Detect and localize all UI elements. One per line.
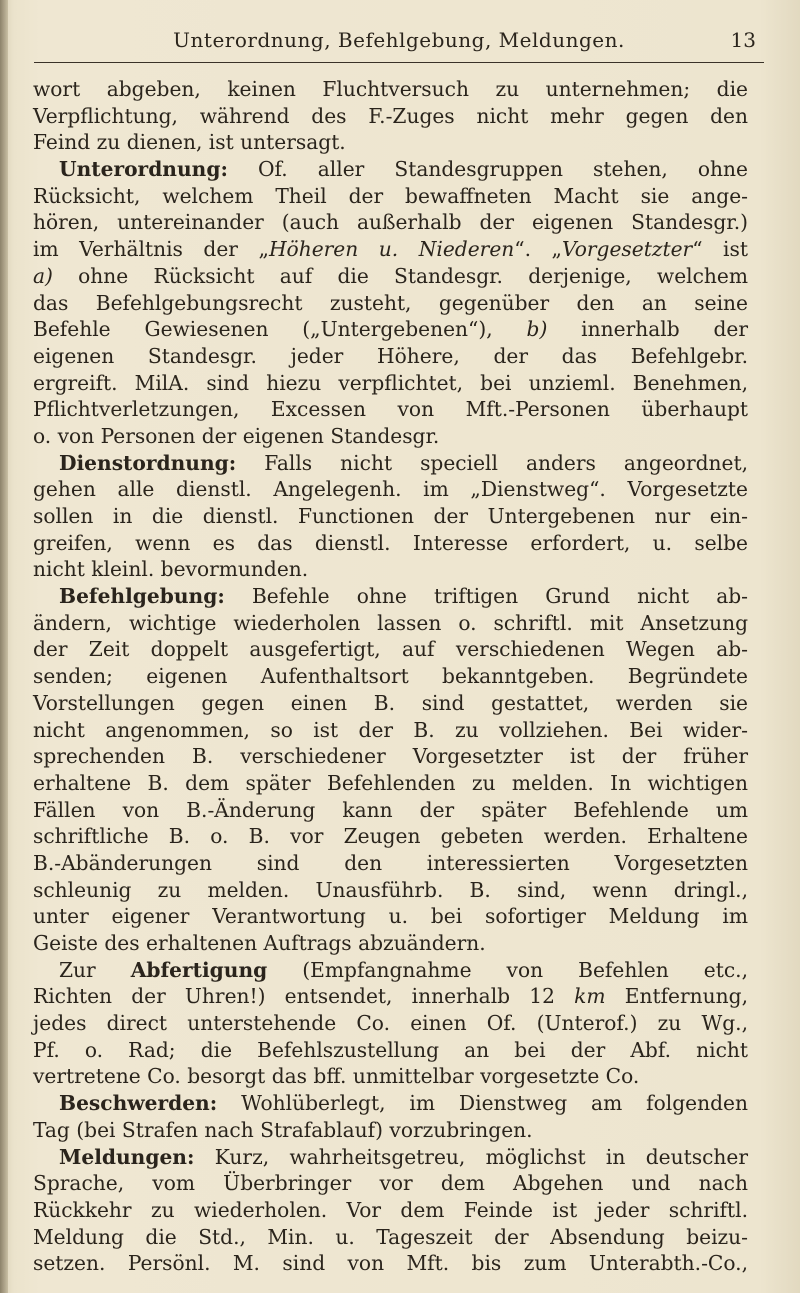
text-run: das Befehlgebungsrecht zusteht, gegenüber den an seine <box>33 290 748 315</box>
text-run: erhaltene B. dem später Befehlenden zu melden. In wichtigen <box>33 770 748 795</box>
text-run: jedes direct unterstehende Co. einen Of. (Unterof.) zu Wg., <box>33 1011 748 1036</box>
text-run: Vorstellungen gegen einen B. sind gestattet, werden sie <box>33 690 748 715</box>
text-line <box>33 983 748 1010</box>
section-heading: Abfertigung <box>130 957 268 982</box>
text-line <box>33 316 748 343</box>
text-line <box>33 636 748 663</box>
text-line <box>33 1117 748 1144</box>
text-line <box>33 396 748 423</box>
text-line <box>33 743 748 770</box>
text-run: sollen in die dienstl. Functionen der Untergebenen nur ein- <box>33 504 748 528</box>
text-line <box>33 1037 748 1064</box>
text-run: eigenen Standesgr. jeder Höhere, der das Befehlgebr. <box>33 343 748 368</box>
text-line <box>33 1063 748 1090</box>
text-line <box>33 903 748 930</box>
italic-text: km <box>574 984 606 1009</box>
text-line <box>33 1090 748 1117</box>
text-line <box>33 290 748 317</box>
text-line <box>33 530 748 557</box>
text-run: Of. aller Standesgruppen stehen, ohne <box>227 157 748 182</box>
text-run: Richten der Uhren!) entsendet, innerhalb 12 <box>33 984 575 1009</box>
text-line <box>33 690 748 717</box>
text-run: schriftliche B. o. B. vor Zeugen gebeten werden. Erhaltene <box>33 824 748 849</box>
text-line <box>33 1224 748 1251</box>
text-run: nicht angenommen, so ist der B. zu vollziehen. Bei wider- <box>33 717 748 742</box>
text-line <box>33 823 748 850</box>
text-line <box>33 156 748 183</box>
text-line <box>33 263 748 290</box>
text-run: gehen alle dienstl. Angelegenh. im „Dienstweg“. Vorgesetzte <box>33 477 748 502</box>
text-line <box>33 209 748 236</box>
text-run: Fällen von B.-Änderung kann der später Befehlende um <box>33 797 748 822</box>
text-run: vertretene Co. besorgt das bff. unmittelbar vorgesetzte Co. <box>33 1064 640 1089</box>
text-line <box>33 503 748 530</box>
section-heading: Unterordnung: <box>59 157 228 182</box>
text-line <box>33 343 748 370</box>
text-run: Geiste des erhaltenen Auftrags abzuändern. <box>33 931 486 955</box>
text-line <box>33 663 748 690</box>
text-line <box>33 450 748 477</box>
text-run: Rücksicht, welchem Theil der bewaffneten Macht sie ange- <box>33 183 748 208</box>
text-line <box>33 129 748 156</box>
text-run: Pf. o. Rad; die Befehlszustellung an bei der Abf. nicht <box>33 1037 748 1062</box>
text-line <box>33 476 748 503</box>
text-line <box>33 797 748 824</box>
text-run: schleunig zu melden. Unausführb. B. sind, wenn dringl., <box>33 877 748 902</box>
text-run: Falls nicht speciell anders angeordnet, <box>236 450 748 475</box>
text-line <box>33 556 748 583</box>
text-line <box>33 103 748 130</box>
text-run: senden; eigenen Aufenthaltsort bekanntgeben. Begründete <box>33 664 748 689</box>
text-run: greifen, wenn es das dienstl. Interesse erfordert, u. selbe <box>33 530 748 555</box>
text-line <box>33 770 748 797</box>
text-run: Verpflichtung, während des F.-Zuges nicht mehr gegen den <box>33 103 748 128</box>
text-run: B.-Abänderungen sind den interessierten Vorgesetzten <box>33 850 748 875</box>
text-line <box>33 236 748 263</box>
page-number: 13 <box>730 28 756 52</box>
text-run: setzen. Persönl. M. sind von Mft. bis zum Unterabth.-Co., <box>33 1251 748 1276</box>
text-line <box>33 583 748 610</box>
text-run: unter eigener Verantwortung u. bei sofortiger Meldung im <box>33 904 748 929</box>
text-line <box>33 76 748 103</box>
text-run: nicht kleinl. bevormunden. <box>33 557 309 582</box>
text-run: Kurz, wahrheitsgetreu, möglichst in deutscher <box>194 1144 748 1169</box>
text-line <box>33 957 748 984</box>
section-heading: Befehlgebung: <box>59 584 225 609</box>
text-run: hören, untereinander (auch außerhalb der eigenen Standesgr.) <box>33 210 748 235</box>
text-run: ändern, wichtige wiederholen lassen o. schriftl. mit Ansetzung <box>33 610 748 635</box>
text-run: Rückkehr zu wiederholen. Vor dem Feinde ist jeder schriftl. <box>33 1197 748 1222</box>
text-run: sprechenden B. verschiedener Vorgesetzter ist der früher <box>33 744 748 769</box>
italic-text: b) <box>526 317 548 342</box>
text-line <box>33 1250 748 1277</box>
text-run: Sprache, vom Überbringer vor dem Abgehen und nach <box>33 1171 748 1196</box>
running-header <box>34 26 764 63</box>
running-header-title: Unterordnung, Befehlgebung, Meldungen. <box>173 28 625 52</box>
section-heading: Meldungen: <box>59 1144 195 1169</box>
text-run: Entfernung, <box>605 984 748 1009</box>
text-run: o. von Personen der eigenen Standesgr. <box>33 423 440 448</box>
text-run: Befehle Gewiesenen („Untergebenen“), <box>33 317 527 342</box>
text-line <box>33 1197 748 1224</box>
text-run: wort abgeben, keinen Fluchtversuch zu unternehmen; die <box>33 77 748 101</box>
text-line <box>33 610 748 637</box>
text-line <box>33 423 748 450</box>
text-line <box>33 930 748 957</box>
text-run: Zur <box>59 957 131 982</box>
text-run: Pflichtverletzungen, Excessen von Mft.-Personen überhaupt <box>33 397 748 422</box>
section-heading: Beschwerden: <box>59 1091 218 1116</box>
text-line <box>33 850 748 877</box>
text-run: “. „ <box>514 237 563 262</box>
text-run: Tag (bei Strafen nach Strafablauf) vorzubringen. <box>33 1117 533 1142</box>
text-run: der Zeit doppelt ausgefertigt, auf verschiedenen Wegen ab- <box>33 637 748 662</box>
text-run: innerhalb der <box>547 317 749 342</box>
text-line <box>33 1170 748 1197</box>
text-line <box>33 370 748 397</box>
page-binding-edge <box>0 0 8 1293</box>
text-run: ohne Rücksicht auf die Standesgr. derjenige, welchem <box>52 263 748 288</box>
text-run: Befehle ohne triftigen Grund nicht ab- <box>224 584 748 609</box>
text-line <box>33 717 748 744</box>
body-text <box>33 76 748 1277</box>
italic-text: a) <box>33 263 53 288</box>
italic-text: Vorgesetzter <box>562 237 693 262</box>
text-run: im Verhältnis der „ <box>33 237 269 262</box>
text-run: (Empfangnahme von Befehlen etc., <box>267 957 748 982</box>
text-run: Wohlüberlegt, im Dienstweg am folgenden <box>217 1091 748 1116</box>
text-run: Meldung die Std., Min. u. Tageszeit der Absendung beizu- <box>33 1224 748 1249</box>
italic-text: Höheren u. Niederen <box>268 237 515 262</box>
text-run: “ ist <box>692 237 748 262</box>
text-line <box>33 877 748 904</box>
text-run: Feind zu dienen, ist untersagt. <box>33 130 346 155</box>
text-line <box>33 1010 748 1037</box>
text-line <box>33 1144 748 1171</box>
text-line <box>33 183 748 210</box>
text-run: ergreift. MilA. sind hiezu verpflichtet, bei unzieml. Benehmen, <box>33 370 748 395</box>
section-heading: Dienstordnung: <box>59 450 237 475</box>
